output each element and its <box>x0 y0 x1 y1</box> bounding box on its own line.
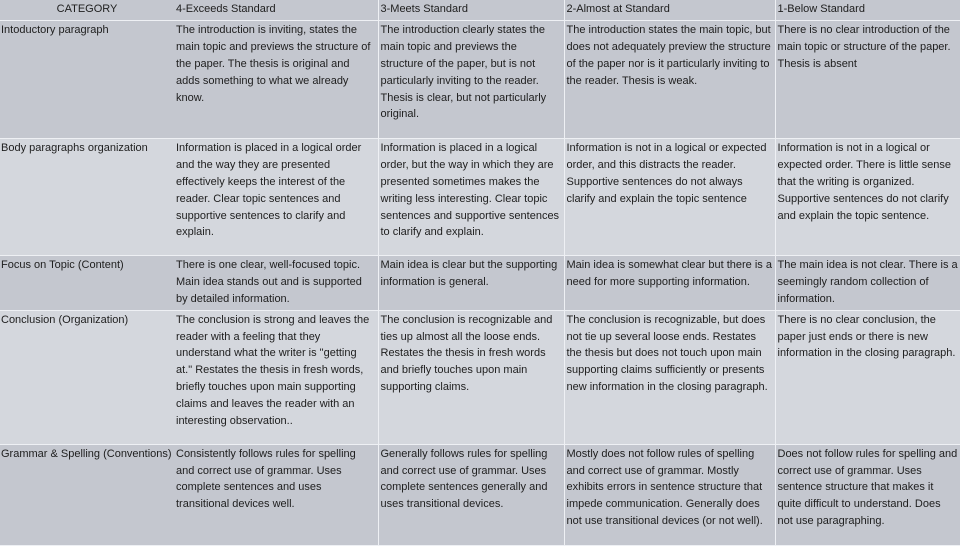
table-row <box>0 310 960 444</box>
table-cell: There is one clear, well-focused topic. Main idea stands out and is supported by detailed information. <box>174 255 378 310</box>
table-cell: Main idea is clear but the supporting information is general. <box>378 255 564 310</box>
table-row <box>0 255 960 310</box>
row-category: Grammar & Spelling (Conventions) <box>0 444 174 545</box>
header-row <box>0 0 960 20</box>
table-cell: Main idea is somewhat clear but there is a need for more supporting information. <box>564 255 775 310</box>
table-cell: The introduction is inviting, states the main topic and previews the structure of the paper. The thesis is original and adds something to what we already know. <box>174 20 378 138</box>
table-cell: Consistently follows rules for spelling and correct use of grammar. Uses complete sentences and uses transitional devices well. <box>174 444 378 545</box>
table-cell: Information is not in a logical or expected order. There is little sense that the writing is organized. Supportive sentences do not clarify and explain the topic sentence. <box>775 138 960 255</box>
category-header: CATEGORY <box>0 0 174 20</box>
level-header-almost: 2-Almost at Standard <box>564 0 775 20</box>
row-category: Intoductory paragraph <box>0 20 174 138</box>
table-row <box>0 138 960 255</box>
row-category: Body paragraphs organization <box>0 138 174 255</box>
table-cell: The conclusion is strong and leaves the reader with a feeling that they understand what the writer is "getting at." Restates the thesis in fresh words, briefly touches upon main supporting claims and leaves the reader with an interesting observation.. <box>174 310 378 444</box>
table-cell: The introduction states the main topic, but does not adequately preview the structure of the paper nor is it particularly inviting to the reader. Thesis is weak. <box>564 20 775 138</box>
level-header-below: 1-Below Standard <box>775 0 960 20</box>
table-row <box>0 444 960 545</box>
level-header-exceeds: 4-Exceeds Standard <box>174 0 378 20</box>
table-cell: Information is placed in a logical order, but the way in which they are presented sometimes makes the writing less interesting. Clear topic sentences and supportive sentences to clarify and explain. <box>378 138 564 255</box>
table-row <box>0 20 960 138</box>
table-cell: The main idea is not clear. There is a seemingly random collection of information. <box>775 255 960 310</box>
level-header-meets: 3-Meets Standard <box>378 0 564 20</box>
row-category: Focus on Topic (Content) <box>0 255 174 310</box>
table-cell: There is no clear introduction of the main topic or structure of the paper. Thesis is absent <box>775 20 960 138</box>
table-cell: The introduction clearly states the main topic and previews the structure of the paper, but is not particularly inviting to the reader. Thesis is clear, but not particularly original. <box>378 20 564 138</box>
table-cell: Mostly does not follow rules of spelling and correct use of grammar. Mostly exhibits errors in sentence structure that impede communication. Generally does not use transitional devices (or not well). <box>564 444 775 545</box>
table-cell: Generally follows rules for spelling and correct use of grammar. Uses complete sentences generally and uses transitional devices. <box>378 444 564 545</box>
table-cell: There is no clear conclusion, the paper just ends or there is new information in the closing paragraph. <box>775 310 960 444</box>
table-cell: Information is placed in a logical order and the way they are presented effectively keeps the interest of the reader. Clear topic sentences and supportive sentences to clarify and explain. <box>174 138 378 255</box>
table-cell: Information is not in a logical or expected order, and this distracts the reader. Supportive sentences do not always clarify and explain the topic sentence <box>564 138 775 255</box>
table-cell: Does not follow rules for spelling and correct use of grammar. Uses sentence structure that makes it quite difficult to understand. Does not use paragraphing. <box>775 444 960 545</box>
table-cell: The conclusion is recognizable, but does not tie up several loose ends. Restates the thesis but does not touch upon main supporting claims sufficiently or presents new information in the closing paragraph. <box>564 310 775 444</box>
table-cell: The conclusion is recognizable and ties up almost all the loose ends. Restates the thesis in fresh words and briefly touches upon main supporting claims. <box>378 310 564 444</box>
row-category: Conclusion (Organization) <box>0 310 174 444</box>
